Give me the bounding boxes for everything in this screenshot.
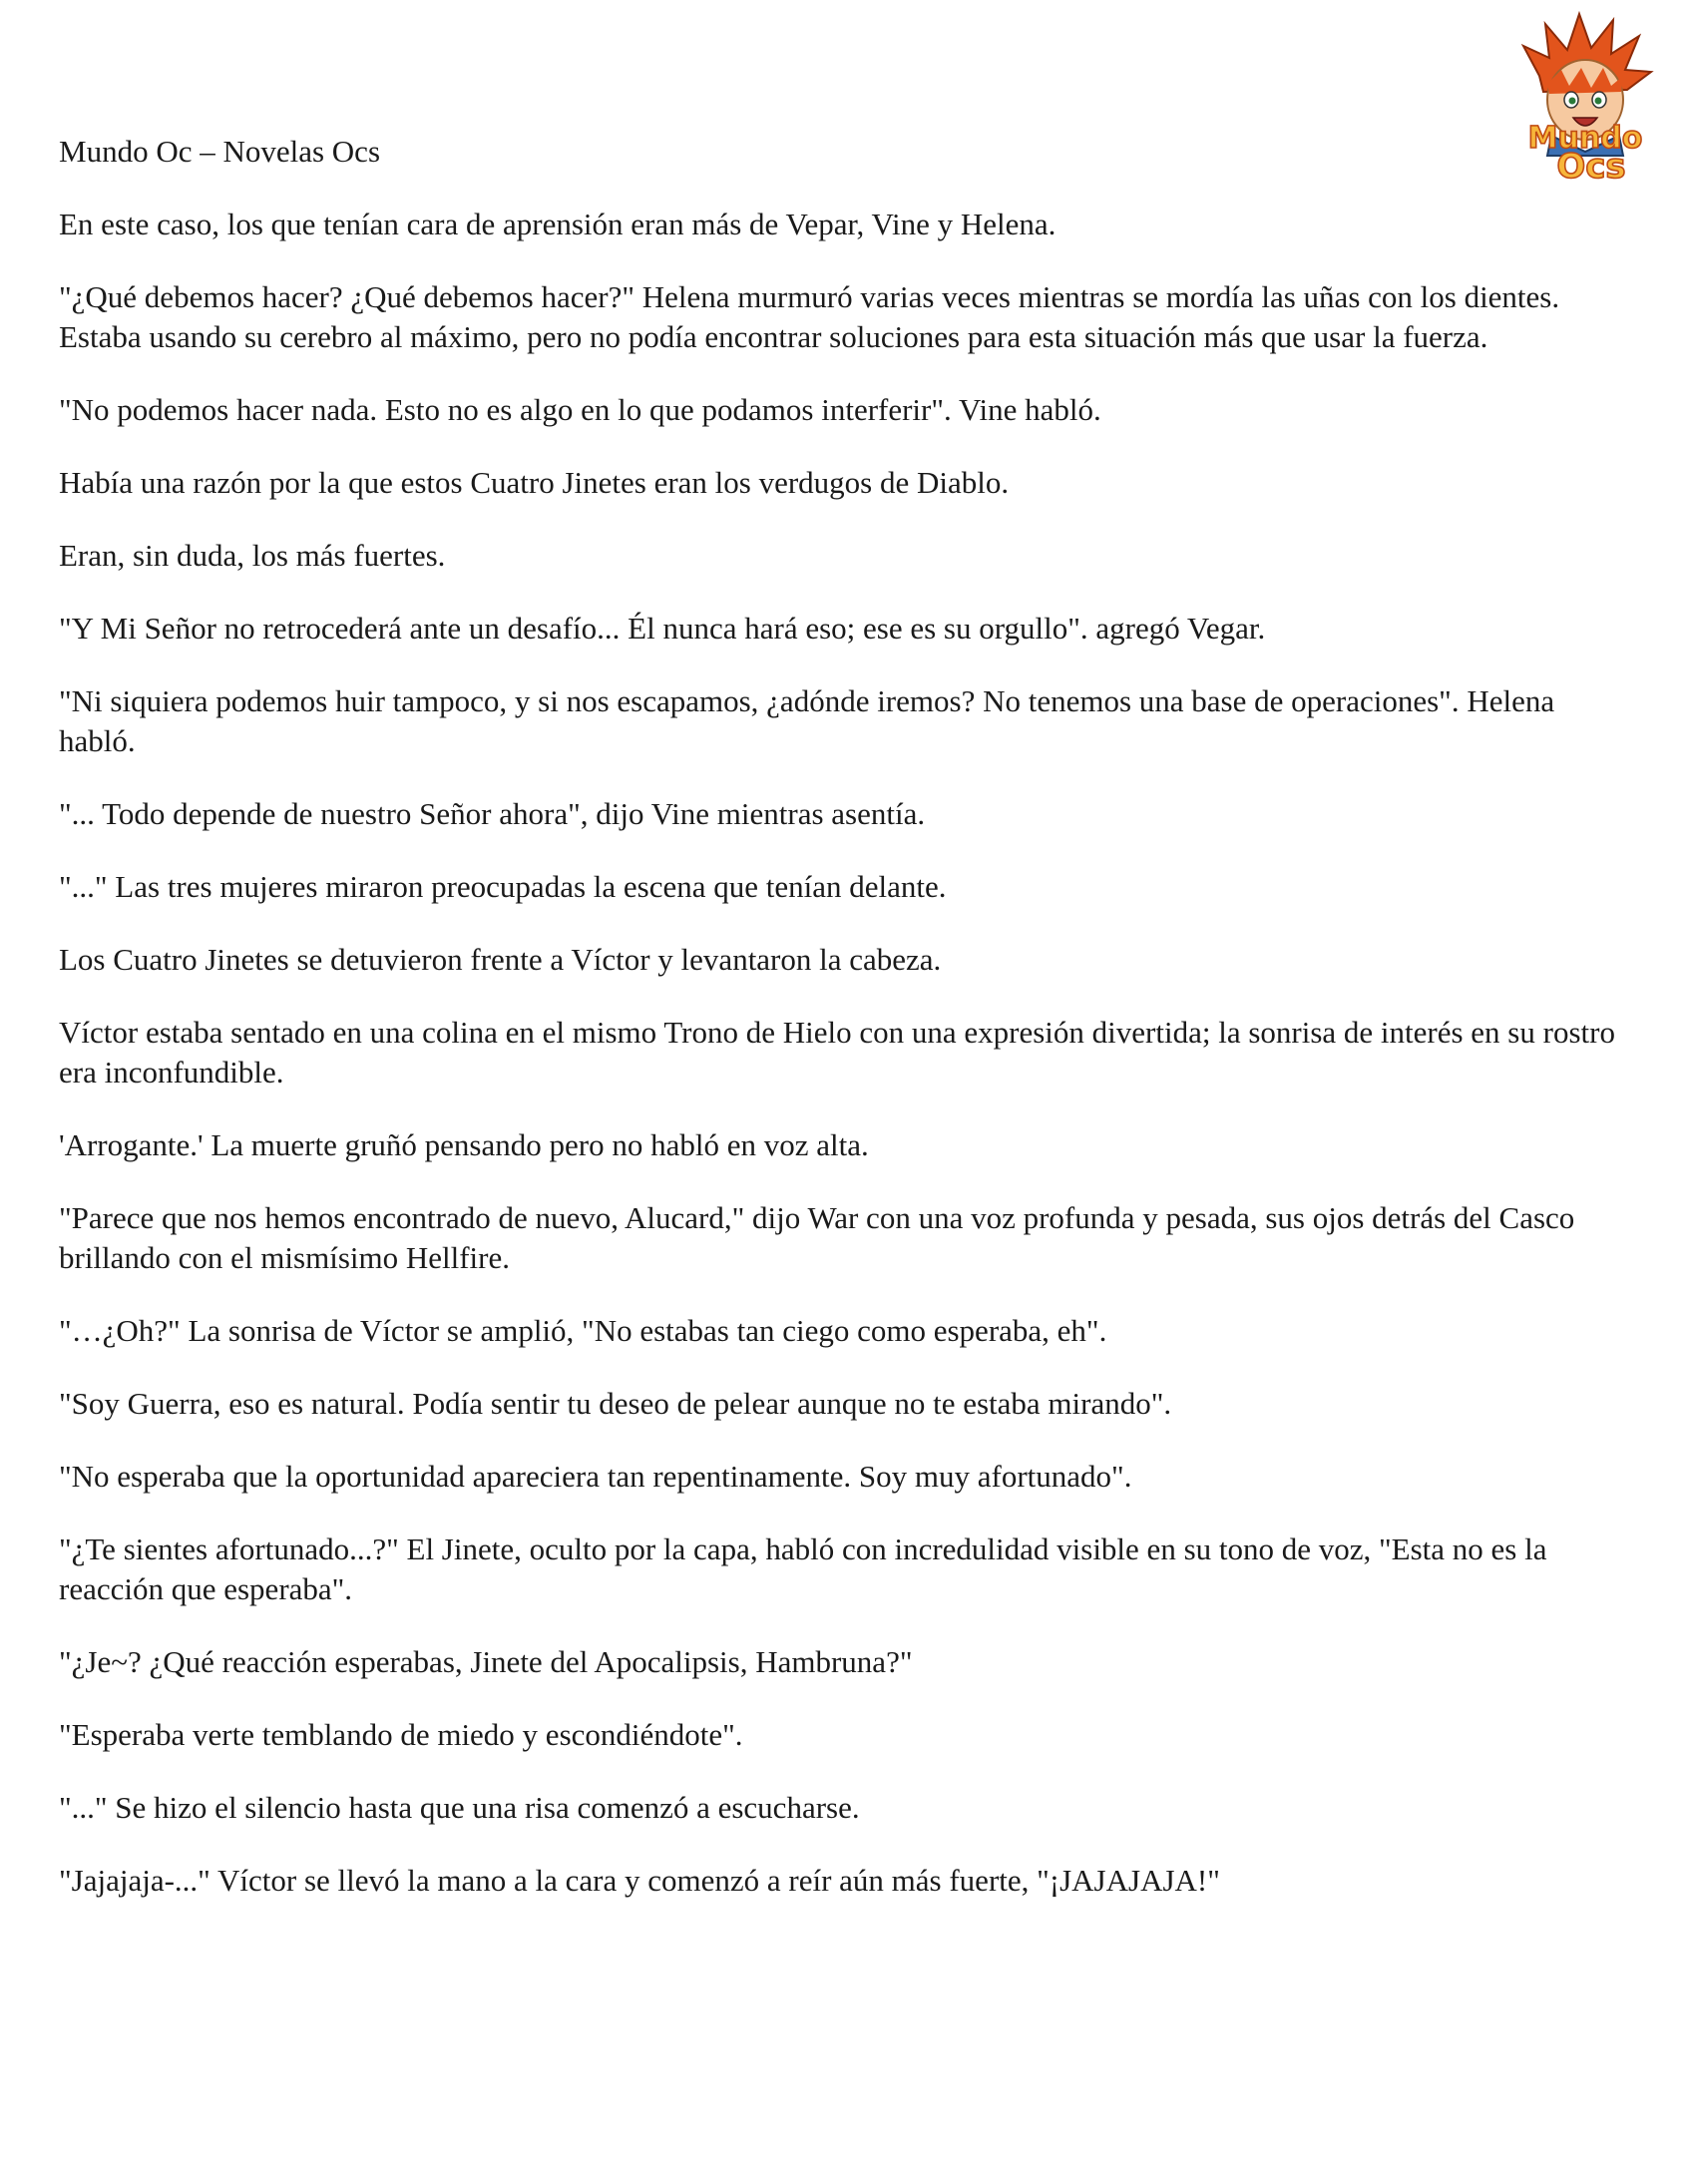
site-title: Mundo Oc – Novelas Ocs [59,134,381,169]
logo-text-bottom: Ocs [1556,147,1626,184]
paragraph: "Parece que nos hemos encontrado de nuevo, Alucard," dijo War con una voz profunda y pesada, sus ojos detrás del Casco brillando con el mismísimo Hellfire. [59,1200,1575,1275]
paragraph: "Ni siquiera podemos huir tampoco, y si nos escapamos, ¿adónde iremos? No tenemos una base de operaciones". Helena habló. [59,683,1555,758]
logo-text-top: Mundo [1527,121,1643,156]
paragraph: "No podemos hacer nada. Esto no es algo en lo que podamos interferir". Vine habló. [59,392,1101,427]
paragraph: "..." Se hizo el silencio hasta que una risa comenzó a escucharse. [59,1790,860,1825]
paragraph: "Soy Guerra, eso es natural. Podía sentir tu deseo de pelear aunque no te estaba mirando". [59,1386,1172,1421]
paragraph: "Jajajaja-..." Víctor se llevó la mano a la cara y comenzó a reír aún más fuerte, "¡JAJAJAJA!" [59,1863,1220,1898]
paragraph: Había una razón por la que estos Cuatro Jinetes eran los verdugos de Diablo. [59,465,1010,500]
paragraph: "Y Mi Señor no retrocederá ante un desafío... Él nunca hará eso; ese es su orgullo". agregó Vegar. [59,611,1266,646]
paragraph: "No esperaba que la oportunidad apareciera tan repentinamente. Soy muy afortunado". [59,1459,1132,1494]
paragraph: "…¿Oh?" La sonrisa de Víctor se amplió, "No estabas tan ciego como esperaba, eh". [59,1313,1107,1348]
paragraph: 'Arrogante.' La muerte gruñó pensando pero no habló en voz alta. [59,1127,869,1162]
paragraph: Eran, sin duda, los más fuertes. [59,538,446,573]
paragraph: "..." Las tres mujeres miraron preocupadas la escena que tenían delante. [59,869,947,904]
paragraph: Los Cuatro Jinetes se detuvieron frente a Víctor y levantaron la cabeza. [59,942,942,977]
story-body [59,205,1630,1934]
paragraph: "¿Te sientes afortunado...?" El Jinete, oculto por la capa, habló con incredulidad visible en su tono de voz, "Esta no es la reacción que esperaba". [59,1531,1547,1606]
paragraph: "¿Je~? ¿Qué reacción esperabas, Jinete del Apocalipsis, Hambruna?" [59,1644,913,1679]
paragraph: En este caso, los que tenían cara de aprensión eran más de Vepar, Vine y Helena. [59,207,1056,241]
mascot-logo-icon [1501,6,1671,184]
paragraph: "... Todo depende de nuestro Señor ahora", dijo Vine mientras asentía. [59,796,926,831]
paragraph: "Esperaba verte temblando de miedo y escondiéndote". [59,1717,743,1752]
paragraph: "¿Qué debemos hacer? ¿Qué debemos hacer?" Helena murmuró varias veces mientras se mordía las uñas con los dientes. Estaba usando su cerebro al máximo, pero no podía encontrar soluciones para esta situación más que usar la fuerza. [59,279,1560,354]
paragraph: Víctor estaba sentado en una colina en el mismo Trono de Hielo con una expresión divertida; la sonrisa de interés en su rostro era inconfundible. [59,1015,1615,1090]
mundo-ocs-logo [1501,6,1671,184]
